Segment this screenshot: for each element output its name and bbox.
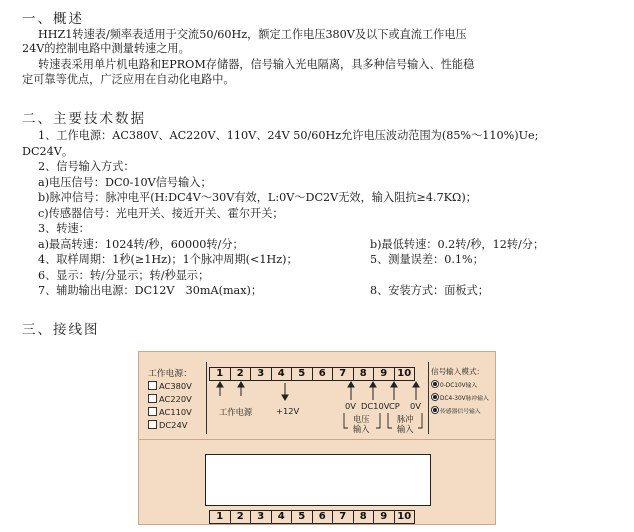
panel-divider [139, 439, 495, 440]
spec-item6: 6、显示：转/分显示；转/秒显示； [38, 269, 210, 282]
power-option-dc24v: DC24V [148, 420, 187, 430]
signal-mode-voltage: 0-DC10V输入 [431, 380, 477, 389]
arrow-up-icon [413, 382, 419, 387]
signal-mode-block [431, 366, 495, 434]
radio-selected-icon [431, 380, 439, 388]
para1-line2: 24V的控制电路中测量转速之用。 [22, 42, 190, 55]
terminal-10: 10 [397, 511, 412, 522]
arrow-up-icon [348, 382, 354, 387]
terminal-5: 5 [292, 368, 313, 380]
arrow-up-icon [370, 382, 376, 387]
terminal-4: 4 [272, 511, 293, 523]
terminal-1: 1 [210, 511, 231, 523]
terminal-6: 6 [313, 511, 334, 523]
terminal-10: 10 [397, 368, 412, 379]
spec-item4: 4、取样周期：1秒(≥1Hz)；1个脉冲周期(<1Hz)； [38, 253, 298, 266]
spec-item2: 2、信号输入方式： [38, 160, 135, 173]
section1-heading: 一、概述 [22, 11, 84, 27]
terminal-5: 5 [292, 511, 313, 523]
spec-item5: 5、测量误差：0.1%； [370, 253, 484, 266]
arrow-up-icon [217, 382, 223, 387]
terminal-6: 6 [313, 368, 334, 380]
radio-selected-icon [431, 393, 439, 401]
label-0v-b: 0V [410, 401, 421, 411]
terminal-2: 2 [231, 511, 252, 523]
label-0v-a: 0V [345, 401, 356, 411]
spec-item8: 8、安装方式：面板式； [370, 284, 489, 297]
terminal-8: 8 [354, 511, 375, 523]
arrow-up-icon [391, 382, 397, 387]
terminal-4: 4 [272, 368, 293, 380]
spec-item3b: b)最低转速：0.2转/秒，12转/分； [370, 238, 545, 251]
spec-item7: 7、辅助输出电源：DC12V 30mA(max)； [38, 284, 263, 297]
spec-item1-line1: 1、工作电源：AC380V、AC220V、110V、24V 50/60Hz允许电压波动范围为(85%～110%)Ue; [38, 129, 539, 142]
terminal-7: 7 [333, 511, 354, 523]
section2-heading: 二、主要技术数据 [22, 111, 146, 127]
wiring-diagram-panel [138, 351, 496, 525]
terminal-3: 3 [251, 511, 272, 523]
para2-line1: 转速表采用单片机电路和EPROM存储器，信号输入光电隔离，具多种信号输入、性能稳 [38, 58, 475, 71]
spec-item3: 3、转速： [38, 222, 90, 235]
label-voltage-input-1: 电压 [353, 414, 370, 424]
arrow-up-icon [238, 382, 244, 387]
power-option-ac220v: AC220V [148, 394, 192, 404]
label-power-terminals: 工作电源 [219, 407, 253, 417]
terminal-3: 3 [251, 368, 272, 380]
radio-selected-icon [431, 406, 439, 414]
terminal-9: 9 [374, 511, 395, 523]
signal-mode-pulse: DC4-30V脉冲输入 [431, 393, 489, 402]
spec-item1-line2: DC24V。 [22, 145, 74, 158]
label-pulse-input-1: 脉冲 [397, 414, 414, 424]
label-12v: +12V [276, 406, 300, 416]
para2-line2: 定可靠等优点，广泛应用在自动化电路中。 [22, 73, 235, 86]
divider-right [428, 362, 429, 434]
label-cp: CP [389, 401, 400, 411]
power-supply-title: 工作电源： [148, 369, 192, 379]
label-voltage-input-2: 输入 [353, 424, 370, 434]
terminal-7: 7 [333, 368, 354, 380]
terminal-8: 8 [354, 368, 375, 380]
power-option-ac380v: AC380V [148, 381, 192, 391]
terminal-2: 2 [231, 368, 252, 380]
para1-line1: HHZ1转速表/频率表适用于交流50/60Hz，额定工作电压380V及以下或直流工作电压 [38, 28, 467, 41]
section3-heading: 三、接线图 [22, 322, 100, 338]
display-window [205, 454, 431, 506]
spec-item2c: c)传感器信号：光电开关、接近开关、霍尔开关； [38, 207, 284, 220]
signal-mode-sensor: 传感器信号输入 [431, 406, 481, 415]
label-dc10v: DC10V [361, 401, 390, 411]
power-option-ac110v: AC110V [148, 407, 192, 417]
spec-item2a: a)电压信号：DC0-10V信号输入； [38, 176, 212, 189]
spec-item3a: a)最高转速：1024转/秒，60000转/分； [38, 238, 244, 251]
terminal-1: 1 [210, 368, 231, 380]
arrow-down-icon [282, 395, 288, 400]
spec-item2b: b)脉冲信号：脉冲电平(H:DC4V～30V有效，L:0V～DC2V无效，输入阻抗≥4.7KΩ)； [38, 191, 477, 204]
terminal-block-bottom [209, 510, 415, 524]
terminal-9: 9 [374, 368, 395, 380]
label-pulse-input-2: 输入 [397, 424, 414, 434]
signal-mode-title: 信号输入模式： [431, 367, 485, 376]
